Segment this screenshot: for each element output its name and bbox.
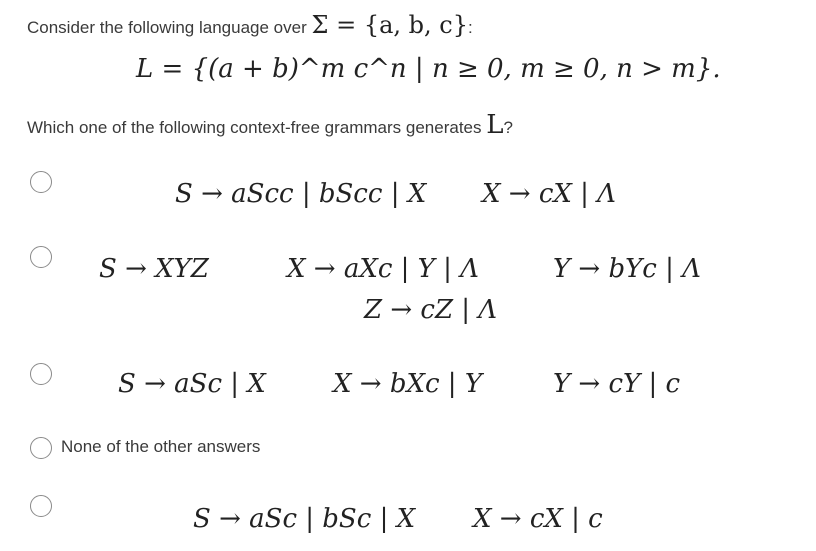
question-intro-suffix: : [468,18,473,37]
alphabet-definition: Σ = {a, b, c} [311,11,468,39]
question-prompt-suffix: ? [503,118,513,137]
option-1-radio[interactable] [30,171,52,193]
option-3-radio[interactable] [30,363,52,385]
option-2-rule-x: X → aXc | Y | Λ [287,254,479,284]
language-definition: L = {(a + b)^m c^n | n ≥ 0, m ≥ 0, n > m}. [136,54,721,84]
option-3-rule-x: X → bXc | Y [333,369,482,399]
option-5-radio[interactable] [30,495,52,517]
option-4-radio[interactable] [30,437,52,459]
option-2-rule-s: S → XYZ [99,254,209,284]
option-5-rule-s: S → aSc | bSc | X [193,504,416,534]
option-4-label[interactable]: None of the other answers [61,437,261,456]
option-1-rule-x: X → cX | Λ [482,179,616,209]
option-5-rule-x: X → cX | c [473,504,603,534]
question-intro-text: Consider the following language over [27,18,307,37]
question-prompt [27,110,513,140]
option-2-radio[interactable] [30,246,52,268]
option-3-rule-y: Y → cY | c [553,369,681,399]
language-symbol: L [486,110,504,140]
option-1-rule-s: S → aScc | bScc | X [175,179,427,209]
option-2-rule-y: Y → bYc | Λ [553,254,701,284]
option-3-rule-s: S → aSc | X [118,369,266,399]
question-prompt-text: Which one of the following context-free grammars generates [27,118,482,137]
question-intro [27,11,473,39]
option-2-rule-z: Z → cZ | Λ [364,295,498,325]
